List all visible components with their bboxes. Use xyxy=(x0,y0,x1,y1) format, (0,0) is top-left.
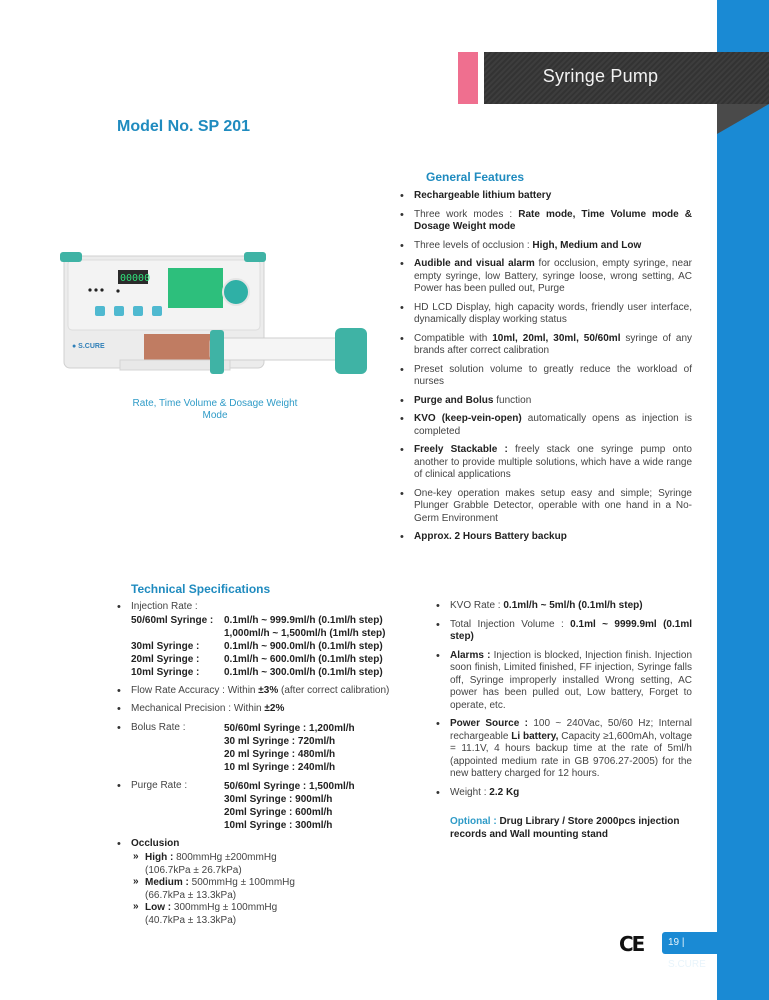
spec-purge-rate: • Purge Rate : 50/60ml Syringe : 1,500ml/h 30ml Syringe : 900ml/h 20ml Syringe : 600ml/h 10ml Syringe : 300ml/h xyxy=(117,780,417,832)
feature-item: • Preset solution volume to greatly reduce the workload of nurses xyxy=(400,364,692,389)
spec-total-injection-volume: • Total Injection Volume : 0.1ml ~ 9999.9ml (0.1ml step) xyxy=(436,619,692,644)
spec-power-source: • Power Source : 100 ~ 240Vac, 50/60 Hz; Internal rechargeable Li battery, Capacity ≥1,600mAh, voltage = 11.1V, 4 hours backup time at the rate of 5ml/h (appointed medium rate in GB 9706.27-2005) for the new battery charged for 12 hours. xyxy=(436,718,692,781)
spec-injection-rate: • Injection Rate : 50/60ml Syringe : 0.1ml/h ~ 999.9ml/h (0.1ml/h step) 1,000ml/h ~ 1,500ml/h (1ml/h step) 30ml Syringe : 0.1ml/h ~ 900.0ml/h (0.1ml/h step) 20ml Syringe : 0.1ml/h ~ 600.0ml/h (0.1ml/h step) 10ml Syringe : 0.1ml/h ~ 300.0ml/h (0.1ml/h step) xyxy=(117,601,417,679)
feature-item: • Compatible with 10ml, 20ml, 30ml, 50/60ml syringe of any brands after correct calibration xyxy=(400,333,692,358)
page-title: Syringe Pump xyxy=(542,66,659,86)
tech-specs-right-column xyxy=(436,600,692,841)
image-caption: Rate, Time Volume & Dosage Weight Mode xyxy=(132,398,298,421)
feature-item: • Three work modes : Rate mode, Time Volume mode & Dosage Weight mode xyxy=(400,209,692,234)
general-features-heading: General Features xyxy=(426,170,525,184)
title-banner xyxy=(484,52,769,104)
optional-accessories: Optional : Drug Library / Store 2000pcs injection records and Wall mounting stand xyxy=(450,816,680,840)
feature-item: • Purge and Bolus function xyxy=(400,395,692,408)
feature-item: • HD LCD Display, high capacity words, friendly user interface, dynamically display working status xyxy=(400,302,692,327)
spec-flow-rate-accuracy: • Flow Rate Accuracy : Within ±3% (after correct calibration) xyxy=(117,685,417,698)
feature-item: • Three levels of occlusion : High, Medium and Low xyxy=(400,240,692,253)
feature-item: • Rechargeable lithium battery xyxy=(400,190,692,203)
feature-item: • One-key operation makes setup easy and simple; Syringe Plunger Grabble Detector, operable with one hand in a No-Germ Environment xyxy=(400,488,692,526)
side-accent-bar xyxy=(717,0,769,1000)
lcd-digits: 00000 xyxy=(120,273,151,284)
model-number: Model No. SP 201 xyxy=(117,118,251,135)
page-number-tab: 19 | S.CURE xyxy=(662,932,722,954)
spec-alarms: • Alarms : Injection is blocked, Injection finish. Injection soon finish, Limited finished, FF injection, Syringe falls off, Syringe improperly installed Wrong setting, AC power has been pulled out, Low battery, Forget to operate, etc. xyxy=(436,650,692,713)
occlusion-low: » Low : 300mmHg ± 100mmHg (40.7kPa ± 13.3kPa) xyxy=(131,902,417,927)
feature-item: • KVO (keep-vein-open) automatically opens as injection is completed xyxy=(400,413,692,438)
general-features-list xyxy=(400,190,692,550)
technical-specs-heading: Technical Specifications xyxy=(131,582,271,596)
spec-kvo-rate: • KVO Rate : 0.1ml/h ~ 5ml/h (0.1ml/h step) xyxy=(436,600,692,613)
pink-accent-tab xyxy=(458,52,478,104)
spec-weight: • Weight : 2.2 Kg xyxy=(436,787,692,800)
feature-item: • Approx. 2 Hours Battery backup xyxy=(400,531,692,544)
syringe-pump-image xyxy=(60,248,378,398)
spec-occlusion: • Occlusion » High : 800mmHg ±200mmHg (106.7kPa ± 26.7kPa) » Medium : 500mmHg ± 100mmHg (66.7kPa ± 13.3kPa) » Low : 300mmHg ± 100mmHg (40.7kPa ± 13.3kPa) xyxy=(117,838,417,928)
tech-specs-left-list xyxy=(117,601,417,933)
brand-logo: ● S.CURE xyxy=(72,343,105,350)
occlusion-high: » High : 800mmHg ±200mmHg (106.7kPa ± 26.7kPa) xyxy=(131,852,417,877)
spec-bolus-rate: • Bolus Rate : 50/60ml Syringe : 1,200ml/h 30 ml Syringe : 720ml/h 20 ml Syringe : 480ml/h 10 ml Syringe : 240ml/h xyxy=(117,722,417,774)
injection-rate-table: 50/60ml Syringe : 0.1ml/h ~ 999.9ml/h (0.1ml/h step) 1,000ml/h ~ 1,500ml/h (1ml/h step) 30ml Syringe : 0.1ml/h ~ 900.0ml/h (0.1ml/h step) 20ml Syringe : 0.1ml/h ~ 600.0ml/h (0.1ml/h step) 10ml Syringe : 0.1ml/h ~ 300.0ml/h (0.1ml/h step) xyxy=(131,614,386,678)
feature-item: • Audible and visual alarm for occlusion, empty syringe, near empty syringe, low Battery, syringe loose, wrong setting, AC Power has been pulled out, Purge xyxy=(400,258,692,296)
feature-item: • Freely Stackable : freely stack one syringe pump onto another to provide multiple solutions, which have a wide range of clinical applications xyxy=(400,444,692,482)
ce-mark-icon: CE xyxy=(619,932,644,956)
tech-specs-right-list xyxy=(436,600,692,799)
spec-mechanical-precision: • Mechanical Precision : Within ±2% xyxy=(117,703,417,716)
occlusion-medium: » Medium : 500mmHg ± 100mmHg (66.7kPa ± 13.3kPa) xyxy=(131,877,417,902)
